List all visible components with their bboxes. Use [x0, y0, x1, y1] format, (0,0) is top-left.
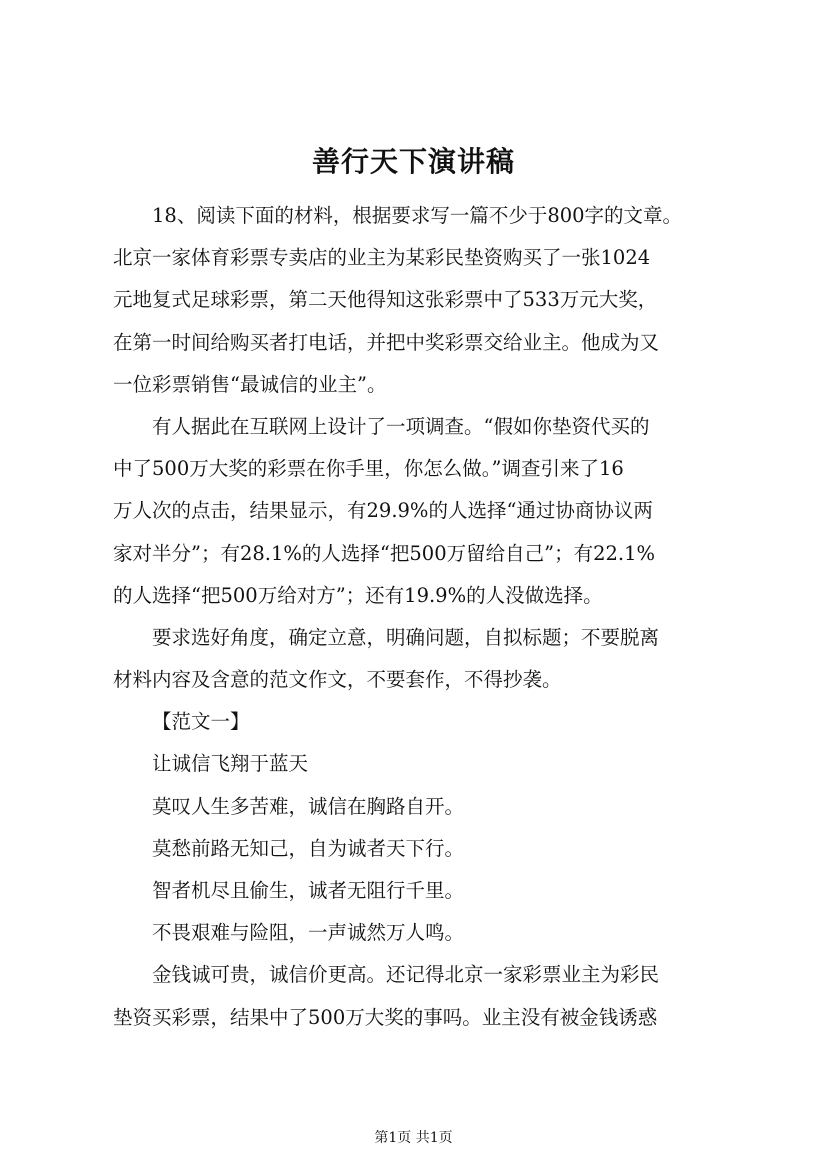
poem-line: 莫叹人生多苦难，诚信在胸路自开。: [152, 794, 465, 818]
paragraph-line: 元地复式足球彩票，第二天他得知这张彩票中了533万元大奖，: [113, 288, 658, 312]
paragraph-line: 中了500万大奖的彩票在你手里，你怎么做。”调查引来了16: [113, 457, 624, 481]
paragraph-line: 垫资买彩票，结果中了500万大奖的事吗。业主没有被金钱诱惑: [113, 1005, 658, 1029]
paragraph-line: 18、阅读下面的材料，根据要求写一篇不少于800字的文章。: [152, 204, 683, 227]
document-title: 善行天下演讲稿: [311, 145, 515, 178]
page-footer: 第1页 共1页: [374, 1130, 453, 1146]
paragraph-line: 万人次的点击，结果显示，有29.9%的人选择“通过协商协议两: [113, 499, 653, 523]
essay-title: 让诚信飞翔于蓝天: [152, 752, 309, 776]
paragraph-line: 家对半分”；有28.1%的人选择“把500万留给自己”；有22.1%: [113, 541, 656, 565]
poem-line: 莫愁前路无知己，自为诚者天下行。: [152, 836, 465, 860]
paragraph-line: 一位彩票销售“最诚信的业主”。: [113, 372, 387, 396]
paragraph-line: 有人据此在互联网上设计了一项调查。“假如你垫资代买的: [152, 414, 650, 438]
paragraph-line: 在第一时间给购买者打电话，并把中奖彩票交给业主。他成为又: [113, 330, 660, 354]
section-heading: 【范文一】: [152, 710, 250, 734]
paragraph-line: 金钱诚可贵，诚信价更高。还记得北京一家彩票业主为彩民: [152, 963, 660, 987]
document-body: [113, 195, 723, 1039]
paragraph-line: 要求选好角度，确定立意，明确问题，自拟标题；不要脱离: [152, 625, 660, 649]
paragraph-line: 的人选择“把500万给对方”；还有19.9%的人没做选择。: [113, 583, 603, 607]
poem-line: 智者机尽且偷生，诚者无阻行千里。: [152, 879, 465, 902]
poem-line: 不畏艰难与险阻，一声诚然万人鸣。: [152, 921, 465, 945]
paragraph-line: 北京一家体育彩票专卖店的业主为某彩民垫资购买了一张1024: [113, 246, 651, 270]
paragraph-line: 材料内容及含意的范文作文，不要套作，不得抄袭。: [113, 668, 562, 692]
